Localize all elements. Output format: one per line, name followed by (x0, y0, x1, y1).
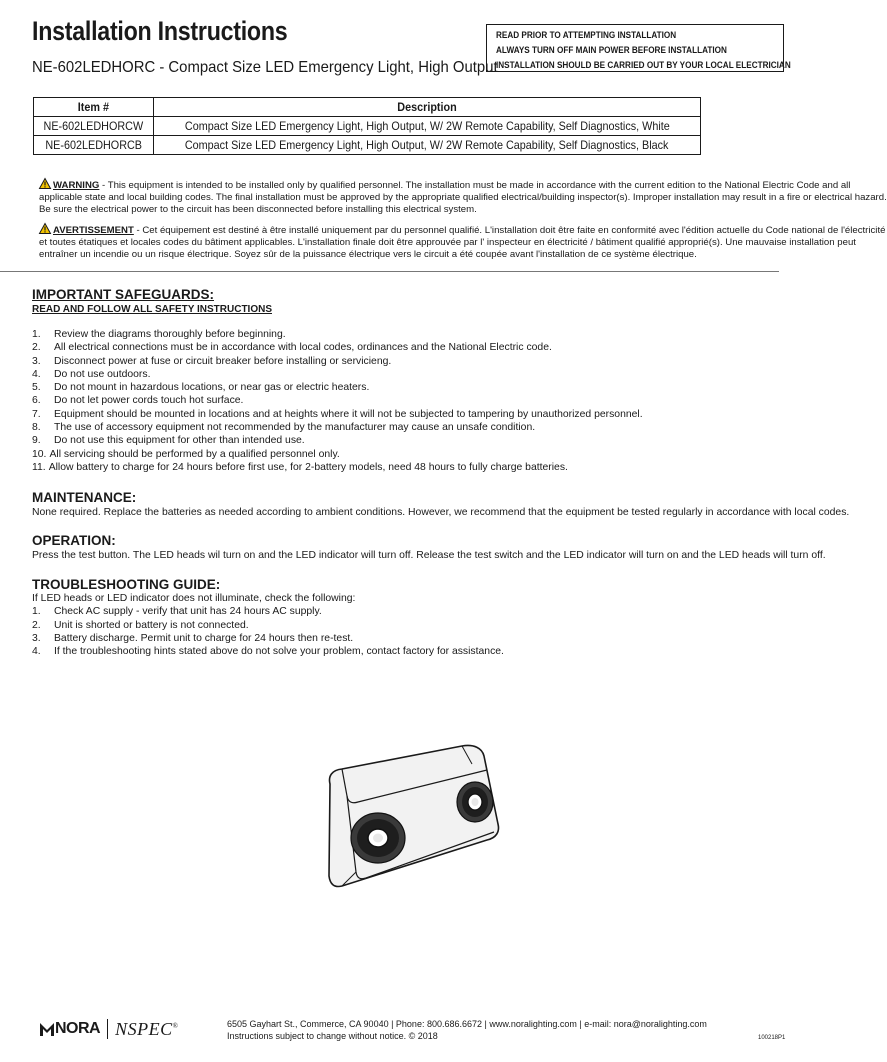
nora-logo-text: NORA (55, 1020, 101, 1037)
notice-line: ALWAYS TURN OFF MAIN POWER BEFORE INSTALLATION (496, 45, 727, 56)
safeguards-list (32, 328, 643, 474)
item-table (33, 97, 701, 155)
item-description-cell: Compact Size LED Emergency Light, High Output, W/ 2W Remote Capability, Self Diagnostics, Black (153, 136, 701, 155)
footer-notice-line: Instructions subject to change without notice. © 2018 (227, 1030, 438, 1041)
maintenance-heading: MAINTENANCE: (32, 490, 137, 505)
avertissement-paragraph (39, 223, 886, 262)
section-divider (0, 271, 779, 272)
maintenance-text: None required. Replace the batteries as needed according to ambient conditions. However, we recommend that the equipment be tested regularly in accordance with local codes. (32, 507, 850, 518)
list-item: 9. Do not use this equipment for other than intended use. (32, 435, 305, 447)
warning-text: Be sure the electrical power to the circuit has been disconnected before installing this electrical system. (39, 204, 477, 216)
list-item: 2. Unit is shorted or battery is not connected. (32, 619, 249, 631)
avertissement-text: - Cet équipement est destiné à être installé uniquement par du personnel qualifié. L'installation doit être faite en conformité avec l'édition actuelle du Code national de l'électricité (133, 225, 886, 236)
list-item: 1. Review the diagrams thoroughly before beginning. (32, 329, 286, 340)
operation-heading: OPERATION: (32, 533, 116, 548)
product-subtitle: NE-602LEDHORC - Compact Size LED Emergency Light, High Output (32, 59, 498, 76)
warning-label: WARNING (53, 180, 100, 191)
warning-text: applicable state and local building codes. The final installation must be approved by the appropriate qualified electrical/building inspector(s). Improper installation may result in a fire or electrical hazard. (39, 192, 887, 204)
item-number-cell: NE-602LEDHORCW (34, 117, 154, 136)
nora-logo-mark-icon (40, 1023, 54, 1036)
list-item: 3. Disconnect power at fuse or circuit breaker before installing or servicieng. (32, 355, 392, 367)
page-title: Installation Instructions (32, 16, 288, 46)
footer-address-line: 6505 Gayhart St., Commerce, CA 90040 | Phone: 800.686.6672 | www.noralighting.com | e-mail: nora@noralighting.com (227, 1019, 707, 1029)
warning-triangle-icon (39, 223, 51, 234)
safeguards-heading: IMPORTANT SAFEGUARDS: (32, 287, 214, 302)
avertissement-text: et toutes étatiques et locales codes du bâtiment applicables. L'installation finale doit être approuvée par l' inspecteur en électricité / bâtiment qualifié approprié(s). Une mauvaise installation peut (39, 237, 856, 249)
brand-logos (40, 1018, 178, 1040)
installation-notice-box (486, 24, 791, 72)
column-header-item: Item # (34, 98, 154, 117)
logo-divider (107, 1019, 108, 1039)
column-header-description: Description (153, 98, 701, 117)
table-header-row (34, 98, 701, 117)
list-item: 6. Do not let power cords touch hot surface. (32, 395, 244, 407)
emergency-light-illustration (322, 744, 512, 894)
avertissement-label: AVERTISSEMENT (53, 225, 134, 236)
safeguards-subheading: READ AND FOLLOW ALL SAFETY INSTRUCTIONS (32, 304, 272, 315)
troubleshooting-list (32, 592, 504, 658)
warning-text: - This equipment is intended to be installed only by qualified personnel. The installation must be made in accordance with the current edition to the National Electric Code and all (99, 180, 851, 191)
list-item: 10. All servicing should be performed by a qualified personnel only. (32, 448, 340, 460)
list-item: 4. If the troubleshooting hints stated above do not solve your problem, contact factory for assistance. (32, 646, 504, 658)
list-item: 2. All electrical connections must be in accordance with local codes, ordinances and the National Electric code. (32, 342, 552, 354)
list-item: 3. Battery discharge. Permit unit to charge for 24 hours then re-test. (32, 632, 354, 644)
table-row (34, 117, 701, 136)
list-item: 11. Allow battery to charge for 24 hours before first use, for 2-battery models, need 48 hours to fully charge batteries. (32, 461, 568, 473)
troubleshooting-intro: If LED heads or LED indicator does not illuminate, check the following: (32, 593, 356, 604)
avertissement-text: entraîner un incendie ou un risque électrique. Soyez sûr de la puissance électrique vers le circuit a été coupée avant l'installation de ce système électrique. (39, 249, 697, 261)
item-number-cell: NE-602LEDHORCB (34, 136, 154, 155)
notice-line: INSTALLATION SHOULD BE CARRIED OUT BY YOUR LOCAL ELECTRICIAN (496, 60, 791, 71)
document-code: 100218P1 (758, 1035, 786, 1041)
list-item: 7. Equipment should be mounted in locations and at heights where it will not be subjected to tampering by unauthorized personnel. (32, 408, 643, 420)
footer-contact (227, 1019, 707, 1042)
item-description-cell: Compact Size LED Emergency Light, High Output, W/ 2W Remote Capability, Self Diagnostics, White (153, 117, 701, 136)
list-item: 8. The use of accessory equipment not recommended by the manufacturer may cause an unsafe condition. (32, 422, 536, 434)
troubleshooting-heading: TROUBLESHOOTING GUIDE: (32, 577, 221, 592)
list-item: 4. Do not use outdoors. (32, 368, 151, 380)
table-row (34, 136, 701, 155)
operation-text: Press the test button. The LED heads wil turn on and the LED indicator will turn off. Release the test switch and the LED indicator will turn on and the LED heads will turn off. (32, 550, 826, 561)
warning-paragraph (39, 178, 887, 217)
notice-line: READ PRIOR TO ATTEMPTING INSTALLATION (496, 30, 677, 41)
list-item: 1. Check AC supply - verify that unit has 24 hours AC supply. (32, 606, 322, 618)
nspec-logo-text: NSPEC® (115, 1018, 179, 1039)
list-item: 5. Do not mount in hazardous locations, or near gas or electric heaters. (32, 382, 370, 394)
warning-triangle-icon (39, 178, 51, 189)
